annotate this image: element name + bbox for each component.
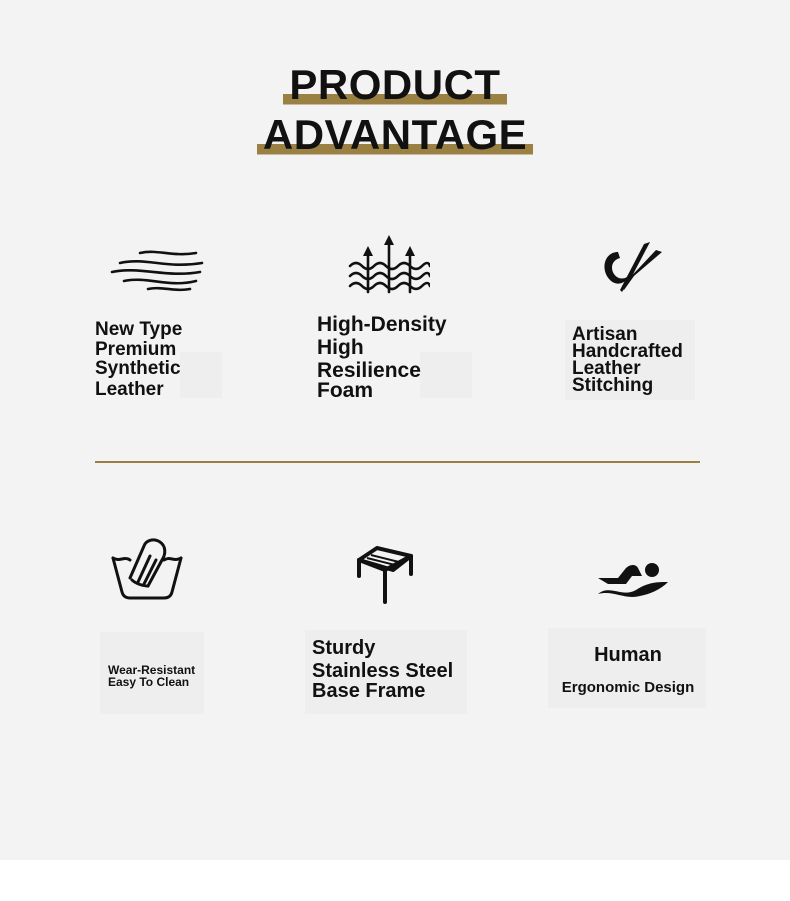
wind-waves-icon bbox=[110, 248, 204, 292]
feature-3-line-2: Handcrafted bbox=[572, 341, 683, 362]
feature-6-label bbox=[548, 645, 708, 698]
reclining-person-icon bbox=[596, 560, 670, 600]
feature-1-line-4: Leather bbox=[95, 379, 164, 400]
feature-1-line-2: Premium bbox=[95, 339, 177, 360]
feature-3-label bbox=[572, 324, 683, 396]
title-line-1-text: PRODUCT bbox=[283, 64, 506, 106]
feature-2-label bbox=[317, 314, 447, 402]
feature-5-line-2: Stainless Steel bbox=[312, 660, 454, 682]
feature-3-line-3: Leather bbox=[572, 358, 641, 379]
feature-6-line-2: Ergonomic Design bbox=[561, 679, 695, 696]
feature-1-label bbox=[95, 320, 182, 400]
needle-stitch-icon bbox=[600, 240, 664, 296]
feature-1-line-1: New Type bbox=[95, 319, 183, 340]
feature-5-line-1: Sturdy bbox=[312, 637, 376, 659]
feature-4-line-1: Wear-Resistant bbox=[108, 663, 196, 677]
feature-6-line-1: Human bbox=[594, 644, 662, 666]
hand-wash-basin-icon bbox=[110, 534, 184, 602]
title-line-2 bbox=[0, 111, 790, 158]
feature-5-label bbox=[312, 638, 453, 701]
label-shade bbox=[180, 352, 222, 398]
rising-arrows-waves-icon bbox=[348, 234, 430, 294]
feature-4-line-2: Easy To Clean bbox=[108, 675, 190, 689]
feature-5-line-3: Base Frame bbox=[312, 680, 426, 702]
feature-2-line-3: Resilience bbox=[317, 359, 421, 382]
feature-2-line-4: Foam bbox=[317, 379, 374, 402]
feature-4-label bbox=[108, 664, 195, 688]
title-line-1 bbox=[0, 61, 790, 108]
section-divider bbox=[95, 461, 700, 463]
feature-2-line-2: High bbox=[317, 336, 364, 359]
feature-3-line-4: Stitching bbox=[572, 375, 654, 396]
feature-1-line-3: Synthetic bbox=[95, 358, 181, 379]
feature-3-line-1: Artisan bbox=[572, 324, 638, 345]
steel-stool-frame-icon bbox=[355, 544, 415, 606]
feature-2-line-1: High-Density bbox=[317, 313, 447, 336]
title-line-2-text: ADVANTAGE bbox=[257, 114, 533, 156]
